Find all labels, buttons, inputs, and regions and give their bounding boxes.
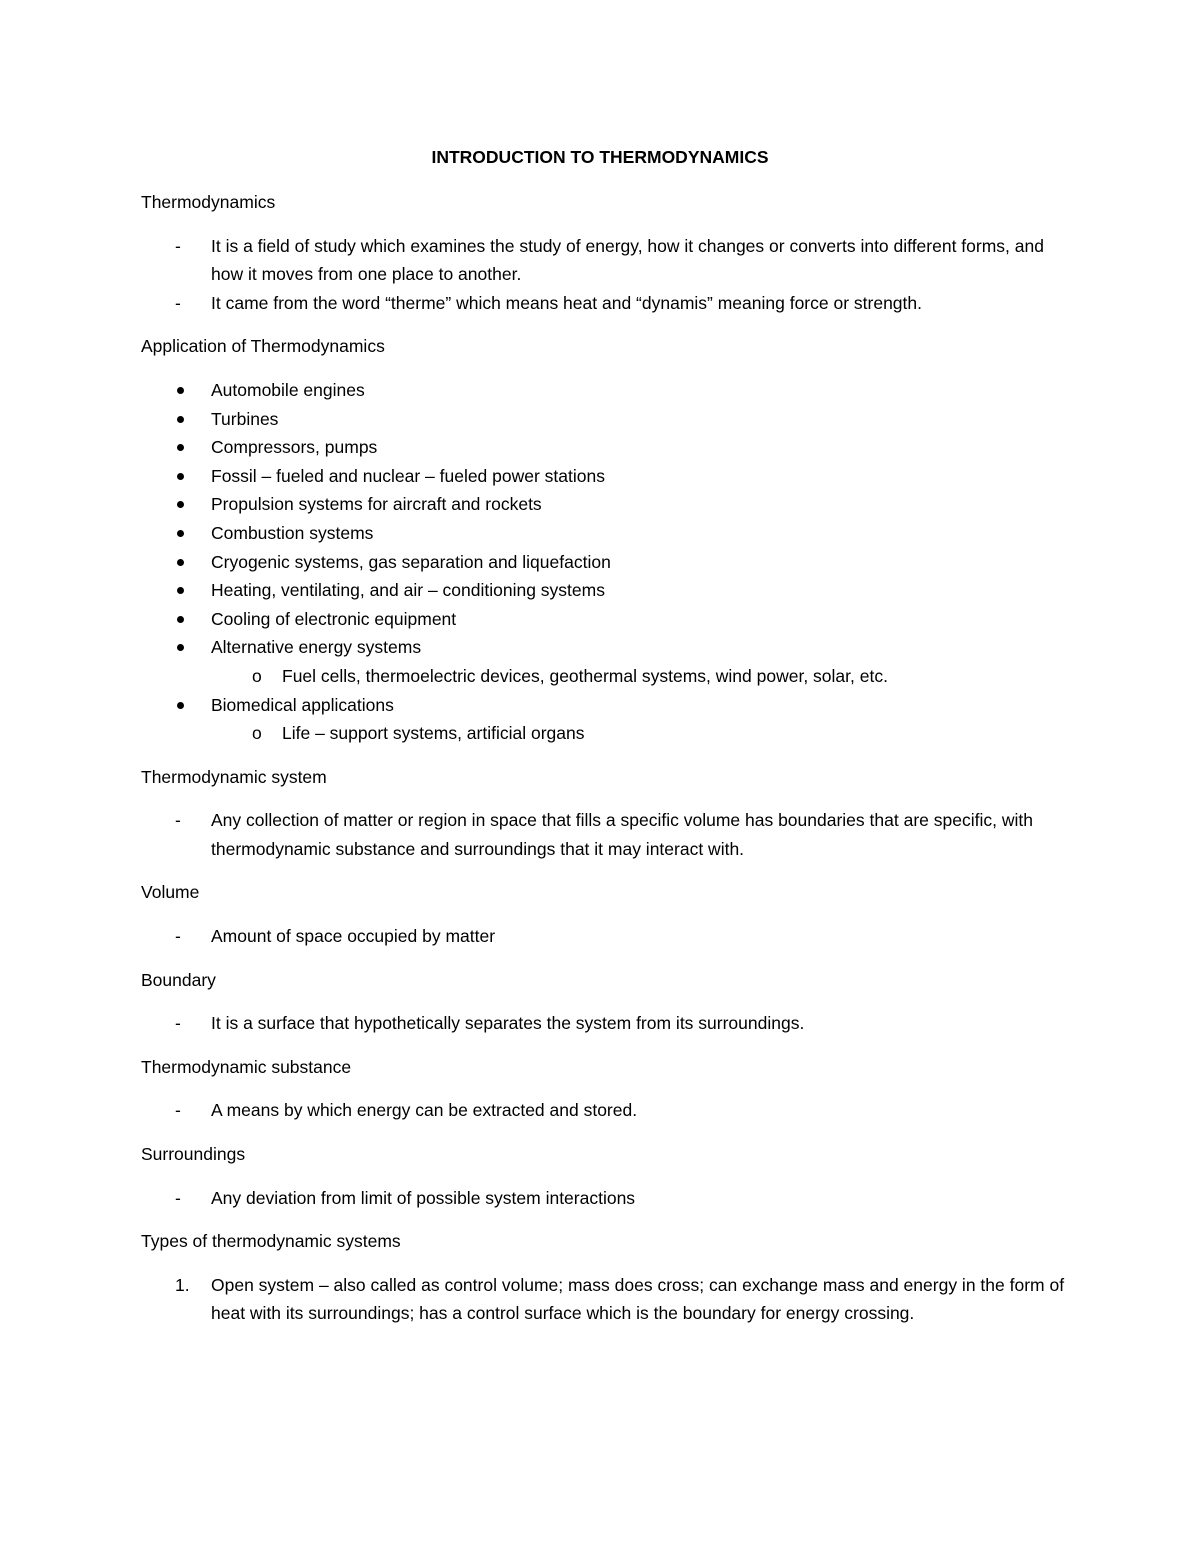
- heading-boundary: Boundary: [141, 969, 216, 990]
- list-item-text: Propulsion systems for aircraft and rockets: [211, 494, 542, 515]
- list-volume: [141, 922, 1071, 951]
- list-item-text: It is a field of study which examines the study of energy, how it changes or converts into different forms, and how it moves from one place to another.: [211, 235, 1044, 285]
- document-title: INTRODUCTION TO THERMODYNAMICS: [431, 147, 769, 167]
- sub-list-item: [141, 719, 1071, 748]
- list-item: [141, 691, 1071, 720]
- heading-substance: Thermodynamic substance: [141, 1056, 352, 1077]
- list-item: [141, 1184, 1071, 1213]
- list-item: [141, 376, 1071, 405]
- heading-system: Thermodynamic system: [141, 766, 327, 787]
- list-item-text: Any collection of matter or region in space that fills a specific volume has boundaries that are specific, with thermodynamic substance and surroundings that it may interact with.: [211, 810, 1033, 859]
- list-system: [141, 806, 1071, 863]
- list-boundary: [141, 1009, 1071, 1038]
- list-item-text: It came from the word “therme” which means heat and “dynamis” meaning force or strength.: [211, 292, 922, 313]
- list-item: [141, 405, 1071, 434]
- list-item-text: Combustion systems: [211, 522, 374, 543]
- list-item: [141, 576, 1071, 605]
- list-item: [141, 633, 1071, 662]
- document-body: [141, 188, 1071, 1343]
- list-item: [141, 490, 1071, 519]
- heading-surroundings: Surroundings: [141, 1144, 246, 1165]
- list-item: [141, 922, 1071, 951]
- heading-application: Application of Thermodynamics: [141, 336, 385, 357]
- list-item-text: Any deviation from limit of possible system interactions: [211, 1187, 636, 1208]
- list-item-text: Compressors, pumps: [211, 437, 378, 458]
- list-item-text: Heating, ventilating, and air – conditioning systems: [211, 580, 605, 601]
- sub-list-item-text: Fuel cells, thermoelectric devices, geothermal systems, wind power, solar, etc.: [282, 665, 888, 686]
- list-item-text: Turbines: [211, 408, 279, 429]
- list-surroundings: [141, 1184, 1071, 1213]
- list-item-text: It is a surface that hypothetically separates the system from its surroundings.: [211, 1013, 805, 1034]
- list-substance: [141, 1096, 1071, 1125]
- list-number: 1.: [175, 1274, 190, 1295]
- list-item-text: Biomedical applications: [211, 694, 394, 715]
- list-item: [141, 289, 1071, 318]
- heading-types: Types of thermodynamic systems: [141, 1231, 401, 1252]
- list-item-text: Automobile engines: [211, 379, 365, 400]
- list-application: [141, 376, 1071, 748]
- list-item: [141, 1096, 1071, 1125]
- list-item: [141, 548, 1071, 577]
- sub-list-item-text: Life – support systems, artificial organs: [282, 723, 585, 744]
- list-item-text: Fossil – fueled and nuclear – fueled power stations: [211, 465, 605, 486]
- list-types: [141, 1271, 1071, 1328]
- list-item-text: Alternative energy systems: [211, 637, 422, 658]
- list-item-text: Cooling of electronic equipment: [211, 608, 457, 629]
- list-item: [141, 433, 1071, 462]
- list-item: [141, 462, 1071, 491]
- list-item-text: Cryogenic systems, gas separation and liquefaction: [211, 551, 611, 572]
- numbered-list-item: [141, 1271, 1071, 1328]
- list-item: [141, 806, 1071, 863]
- list-item-text: Amount of space occupied by matter: [211, 926, 496, 947]
- list-thermodynamics: [141, 232, 1071, 318]
- list-item: [141, 519, 1071, 548]
- heading-thermodynamics: Thermodynamics: [141, 192, 276, 212]
- heading-volume: Volume: [141, 882, 200, 903]
- list-item: [141, 1009, 1071, 1038]
- list-item: [141, 232, 1071, 289]
- list-item: [141, 605, 1071, 634]
- list-item-text: A means by which energy can be extracted and stored.: [211, 1100, 638, 1121]
- sub-list-item: [141, 662, 1071, 691]
- list-item-text: Open system – also called as control volume; mass does cross; can exchange mass and energy in the form of heat with its surroundings; has a control surface which is the boundary for energy crossing.: [211, 1274, 1065, 1324]
